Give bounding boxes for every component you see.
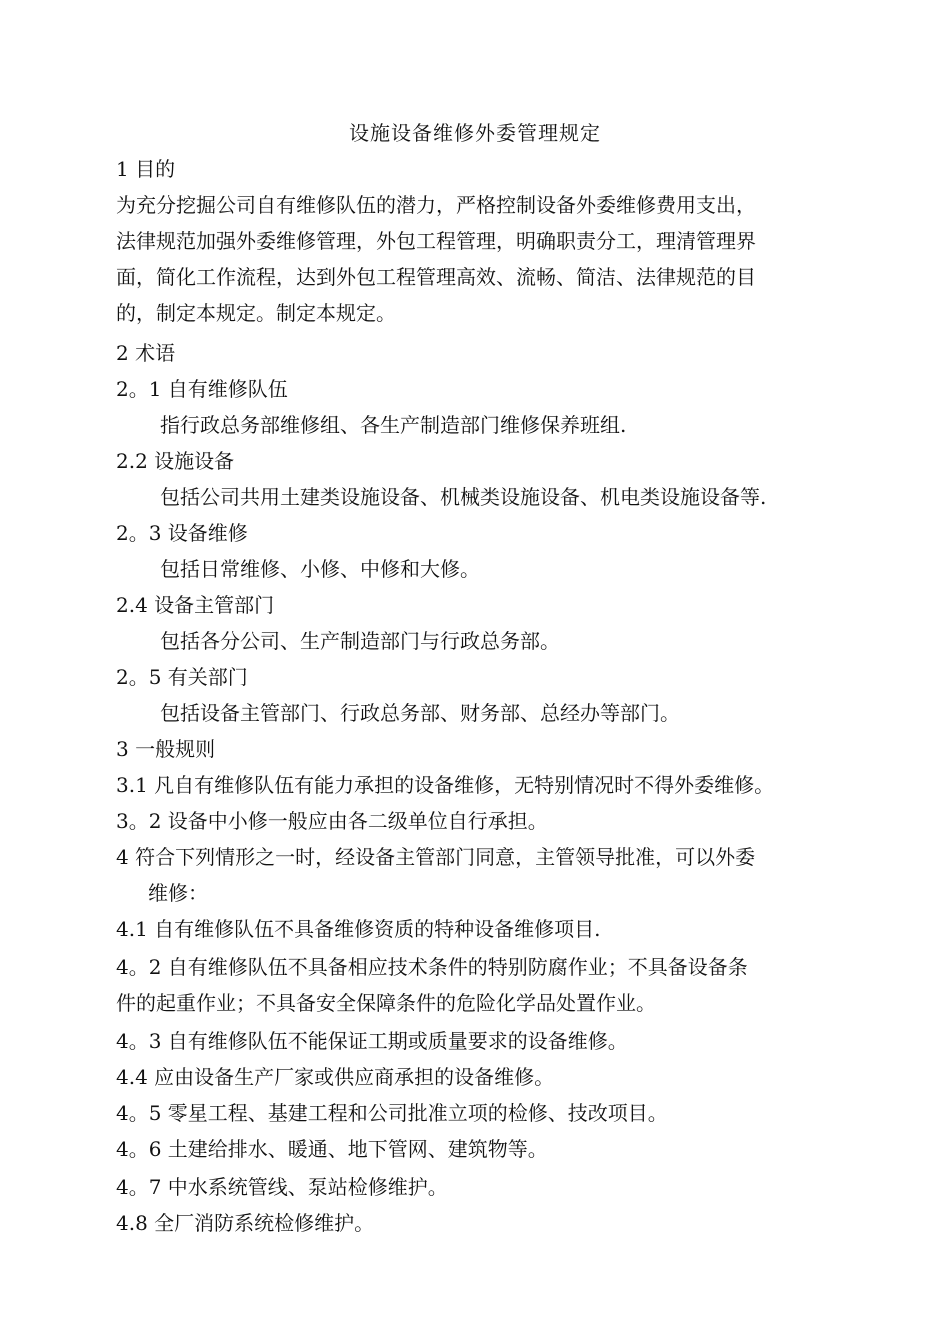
paragraph-line: 法律规范加强外委维修管理，外包工程管理，明确职责分工，理清管理界 — [116, 229, 756, 253]
section-heading-purpose: 1 目的 — [116, 157, 176, 181]
outsourcing-item: 4。2 自有维修队伍不具备相应技术条件的特别防腐作业；不具备设备条 — [116, 955, 748, 979]
outsourcing-item: 4。7 中水系统管线、泵站检修维护。 — [116, 1175, 448, 1199]
term-heading: 2。1 自有维修队伍 — [116, 377, 288, 401]
section-heading-outsourcing-cont: 维修： — [148, 881, 208, 905]
outsourcing-item: 4。6 土建给排水、暖通、地下管网、建筑物等。 — [116, 1137, 548, 1161]
term-definition: 包括设备主管部门、行政总务部、财务部、总经办等部门。 — [160, 701, 680, 725]
paragraph-line: 的，制定本规定。制定本规定。 — [116, 301, 396, 325]
term-heading: 2。3 设备维修 — [116, 521, 248, 545]
outsourcing-item-cont: 件的起重作业；不具备安全保障条件的危险化学品处置作业。 — [116, 991, 656, 1015]
rule-item: 3。2 设备中小修一般应由各二级单位自行承担。 — [116, 809, 548, 833]
term-heading: 2.4 设备主管部门 — [116, 593, 275, 617]
paragraph-line: 面，简化工作流程，达到外包工程管理高效、流畅、简洁、法律规范的目 — [116, 265, 756, 289]
rule-item: 3.1 凡自有维修队伍有能力承担的设备维修，无特别情况时不得外委维修。 — [116, 773, 775, 797]
term-definition: 包括公司共用土建类设施设备、机械类设施设备、机电类设施设备等. — [160, 485, 767, 509]
term-heading: 2。5 有关部门 — [116, 665, 248, 689]
paragraph-line: 为充分挖掘公司自有维修队伍的潜力，严格控制设备外委维修费用支出， — [116, 193, 756, 217]
outsourcing-item: 4.1 自有维修队伍不具备维修资质的特种设备维修项目. — [116, 917, 601, 941]
section-heading-terms: 2 术语 — [116, 341, 176, 365]
outsourcing-item: 4。3 自有维修队伍不能保证工期或质量要求的设备维修。 — [116, 1029, 628, 1053]
outsourcing-item: 4。5 零星工程、基建工程和公司批准立项的检修、技改项目。 — [116, 1101, 668, 1125]
term-definition: 包括各分公司、生产制造部门与行政总务部。 — [160, 629, 560, 653]
section-heading-outsourcing: 4 符合下列情形之一时，经设备主管部门同意，主管领导批准，可以外委 — [116, 845, 756, 869]
outsourcing-item: 4.4 应由设备生产厂家或供应商承担的设备维修。 — [116, 1065, 555, 1089]
section-heading-general-rules: 3 一般规则 — [116, 737, 216, 761]
term-heading: 2.2 设施设备 — [116, 449, 235, 473]
term-definition: 包括日常维修、小修、中修和大修。 — [160, 557, 480, 581]
outsourcing-item: 4.8 全厂消防系统检修维护。 — [116, 1211, 375, 1235]
document-title: 设施设备维修外委管理规定 — [349, 121, 601, 145]
term-definition: 指行政总务部维修组、各生产制造部门维修保养班组. — [160, 413, 627, 437]
